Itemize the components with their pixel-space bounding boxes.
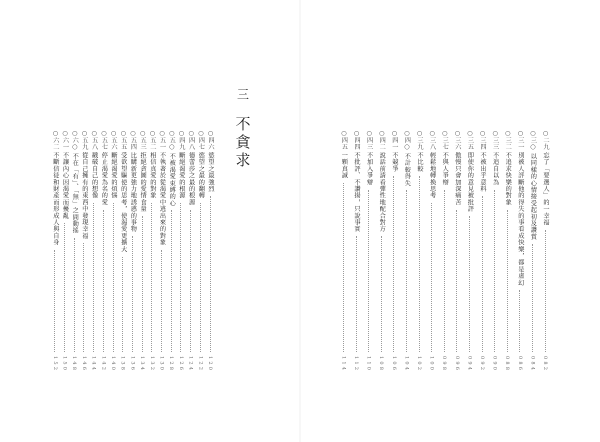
right-page — [300, 0, 600, 442]
entry-page-number: 0 9 6 — [453, 355, 460, 370]
entry-title: 不追自以為 — [491, 152, 499, 186]
entry-number: ○四六 — [207, 130, 214, 150]
dot-leader — [381, 236, 382, 351]
entry-number: ○六一 — [61, 130, 69, 150]
entry-number: ○五八 — [90, 130, 98, 150]
dot-leader — [64, 223, 65, 352]
entry-number: ○五六 — [110, 130, 117, 150]
entry-page-number: 0 8 8 — [504, 355, 511, 370]
toc-entry — [439, 130, 449, 370]
toc-entry — [98, 130, 108, 370]
dot-leader — [113, 203, 114, 352]
entry-title: 別被人評斷他的得失的事看成快樂，都是虛幻 — [516, 152, 524, 286]
dot-leader — [180, 203, 181, 352]
toc-entry — [205, 130, 215, 370]
entry-title: 不批評、不讚揚，只說事實 — [353, 152, 360, 233]
entry-page-number: 1 2 0 — [207, 355, 213, 370]
toc-entry — [452, 130, 462, 370]
entry-page-number: 1 4 2 — [100, 355, 107, 370]
toc-entry — [351, 130, 361, 370]
entry-title: 不在「有」、「無」之間動搖 — [71, 152, 79, 234]
dot-leader — [507, 210, 508, 352]
toc-entry — [60, 130, 70, 370]
dot-leader — [393, 176, 394, 352]
toc-entry — [118, 130, 128, 370]
dot-leader — [171, 210, 172, 351]
entry-title: 不被出乎意料 — [479, 152, 486, 193]
entry-page-number: 1 1 0 — [365, 355, 372, 370]
dot-leader — [456, 210, 457, 352]
entry-page-number: 0 9 8 — [441, 355, 448, 370]
entry-title: 從自己擁有的東西中發現幸福 — [80, 152, 88, 240]
toc-entry — [427, 130, 437, 370]
dot-leader — [74, 238, 75, 352]
entry-number: ○六○ — [71, 130, 79, 151]
entry-number: ○三八 — [428, 130, 436, 150]
toc-entry — [176, 130, 186, 370]
entry-page-number: 1 3 4 — [139, 355, 146, 370]
dot-leader — [356, 236, 357, 351]
toc-entry — [50, 130, 60, 370]
entry-number: ○四四 — [353, 130, 360, 150]
entry-page-number: 1 0 0 — [428, 355, 435, 370]
entry-number: ○四五 — [340, 130, 348, 150]
toc-entry — [89, 130, 99, 370]
entry-page-number: 1 4 8 — [71, 355, 78, 370]
chapter-title: 不貪求 — [233, 116, 252, 170]
entry-page-number: 1 0 2 — [416, 355, 422, 370]
entry-page-number: 1 5 0 — [61, 355, 68, 370]
toc-entry — [401, 130, 411, 370]
entry-number: ○三四 — [479, 130, 486, 150]
entry-title: 傲慢只會加深痛苦 — [453, 152, 461, 206]
chapter-heading — [232, 88, 254, 170]
dot-leader — [122, 257, 123, 352]
entry-page-number: 1 0 4 — [403, 355, 410, 370]
dot-leader — [406, 190, 407, 351]
entry-title: 拒絕貪圖的愛情食量 — [139, 152, 147, 213]
entry-page-number: 1 2 8 — [168, 355, 175, 370]
dot-leader — [482, 196, 483, 352]
entry-title: 比購新更強力地誘惑的事物 — [129, 152, 137, 233]
entry-number: ○二九 — [542, 130, 549, 150]
dot-leader — [444, 190, 445, 352]
dot-leader — [83, 243, 84, 352]
dot-leader — [419, 176, 420, 352]
dot-leader — [469, 216, 470, 351]
entry-number: ○四八 — [187, 130, 195, 150]
entry-number: ○三六 — [453, 130, 461, 150]
dot-leader — [190, 210, 191, 352]
entry-number: ○四七 — [197, 130, 205, 150]
entry-title: 停止渴愛為名的愛 — [100, 152, 108, 206]
toc-entry — [515, 130, 525, 370]
dot-leader — [103, 210, 104, 352]
entry-number: ○四九 — [177, 130, 185, 150]
entry-page-number: 0 9 4 — [466, 355, 473, 370]
entry-number: ○六二 — [51, 130, 59, 150]
entry-title: 即使你的意見被批評 — [466, 152, 474, 213]
dot-leader — [200, 203, 201, 352]
entry-title: 不競爭 — [390, 152, 398, 173]
entry-page-number: 1 4 0 — [110, 355, 116, 370]
entry-number: ○四○ — [403, 130, 411, 151]
toc-entry — [490, 130, 500, 370]
dot-leader — [142, 216, 143, 351]
entry-title: 不比較 — [416, 152, 423, 173]
entry-number: ○四三 — [365, 130, 373, 150]
entry-title: 不被渴愛束縛的心 — [168, 152, 176, 207]
entry-title: 不執著於從渴愛中逃出來的對象 — [158, 152, 166, 246]
entry-page-number: 1 3 8 — [119, 355, 126, 370]
dot-leader — [93, 203, 94, 352]
toc-entry — [166, 130, 176, 370]
entry-title: 斷絕渴愛的煩惱 — [110, 152, 117, 199]
toc-entry — [364, 130, 374, 370]
entry-title: 戳破自己的想像 — [90, 152, 98, 199]
toc-entry — [147, 130, 157, 370]
entry-page-number: 1 2 2 — [197, 355, 204, 370]
entry-page-number: 0 8 2 — [542, 355, 548, 370]
dot-leader — [519, 290, 520, 352]
entry-page-number: 1 3 0 — [158, 355, 165, 370]
entry-page-number: 1 5 2 — [51, 355, 58, 370]
toc-entry — [186, 130, 196, 370]
entry-title: 德蕾莎之最的根源 — [187, 152, 195, 206]
entry-title: 忘了「要選人」的一幸福 — [542, 152, 549, 226]
entry-number: ○三○ — [529, 130, 537, 151]
entry-title: 受欲望驅使的思考，使渴愛更擴大 — [119, 152, 127, 253]
toc-entry — [477, 130, 487, 370]
entry-number: ○五三 — [139, 130, 147, 150]
toc-entry — [527, 130, 537, 370]
entry-number: ○四一 — [390, 130, 398, 150]
entry-page-number: 1 2 4 — [187, 355, 194, 370]
dot-leader — [151, 203, 152, 352]
entry-number: ○五七 — [100, 130, 108, 150]
entry-page-number: 1 0 6 — [390, 355, 397, 370]
entry-title: 不與人爭辯 — [441, 152, 449, 186]
toc-entry — [338, 130, 348, 370]
entry-title: 不讓內心因渴愛而擾亂 — [61, 152, 69, 219]
entry-number: ○三三 — [491, 130, 499, 150]
entry-page-number: 1 3 2 — [148, 355, 155, 370]
entry-title: 以同樣的心情接受起初及讚賞 — [529, 152, 537, 240]
entry-page-number: 0 8 6 — [516, 355, 523, 370]
entry-number: ○五五 — [119, 130, 127, 150]
dot-leader — [343, 183, 344, 352]
entry-number: ○三五 — [466, 130, 474, 150]
entry-page-number: 1 2 6 — [177, 355, 184, 370]
entry-title: 慾望之最的翻轉 — [197, 152, 205, 199]
dot-leader — [132, 236, 133, 351]
toc-entry — [389, 130, 399, 370]
dot-leader — [494, 190, 495, 352]
toc-entry — [79, 130, 89, 370]
entry-page-number: 1 4 4 — [90, 355, 97, 370]
toc-entry — [157, 130, 167, 370]
dot-leader — [532, 244, 533, 352]
entry-page-number: 1 1 4 — [340, 355, 347, 370]
dot-leader — [54, 250, 55, 352]
entry-title: 不追求快樂的對象 — [504, 152, 512, 206]
entry-title: 輕鬆地轉換思考 — [428, 152, 436, 199]
toc-entry — [69, 130, 79, 370]
toc-entry — [108, 130, 118, 370]
entry-number: ○三七 — [441, 130, 449, 150]
dot-leader — [161, 250, 162, 352]
toc-entry — [127, 130, 137, 370]
entry-page-number: 1 3 6 — [129, 355, 136, 370]
dot-leader — [545, 230, 546, 352]
entry-number: ○五四 — [129, 130, 137, 150]
entry-title: 不加入爭辯 — [365, 152, 373, 186]
toc-entry — [464, 130, 474, 370]
entry-page-number: 1 1 2 — [353, 355, 359, 370]
entry-page-number: 1 0 8 — [378, 355, 385, 370]
entry-title: 斷絕渴愛的根源 — [177, 152, 185, 199]
dot-leader — [431, 203, 432, 352]
entry-number: ○五一 — [158, 130, 166, 150]
toc-entry — [540, 130, 550, 370]
entry-page-number: 0 9 0 — [491, 355, 498, 370]
toc-entry — [414, 130, 424, 370]
entry-title: 相信真愛的對象 — [148, 152, 156, 199]
entry-title: 慾望之最強烈 — [207, 152, 214, 193]
entry-number: ○三九 — [416, 130, 423, 150]
entry-number: ○三一 — [516, 130, 524, 150]
entry-page-number: 0 9 2 — [479, 355, 485, 370]
entry-title: 說話前請看彈性地配合對方 — [378, 152, 386, 233]
dot-leader — [368, 190, 369, 352]
chapter-number: 三 — [235, 88, 250, 102]
entry-number: ○三二 — [504, 130, 512, 150]
entry-number: ○五二 — [148, 130, 156, 150]
toc-entry — [137, 130, 147, 370]
dot-leader — [210, 196, 211, 352]
entry-title: 不斷信徒和財產而形成人與自身 — [51, 152, 59, 246]
toc-entry — [195, 130, 205, 370]
toc-entry — [376, 130, 386, 370]
entry-title: 一顆真誠 — [340, 152, 348, 179]
entry-title: 不計較得失 — [403, 152, 411, 187]
entry-page-number: 0 8 4 — [529, 355, 536, 370]
entry-number: ○五九 — [80, 130, 88, 150]
toc-entry — [502, 130, 512, 370]
entry-number: ○五○ — [168, 130, 176, 151]
entry-page-number: 1 4 6 — [80, 355, 87, 370]
entry-number: ○四二 — [378, 130, 386, 150]
